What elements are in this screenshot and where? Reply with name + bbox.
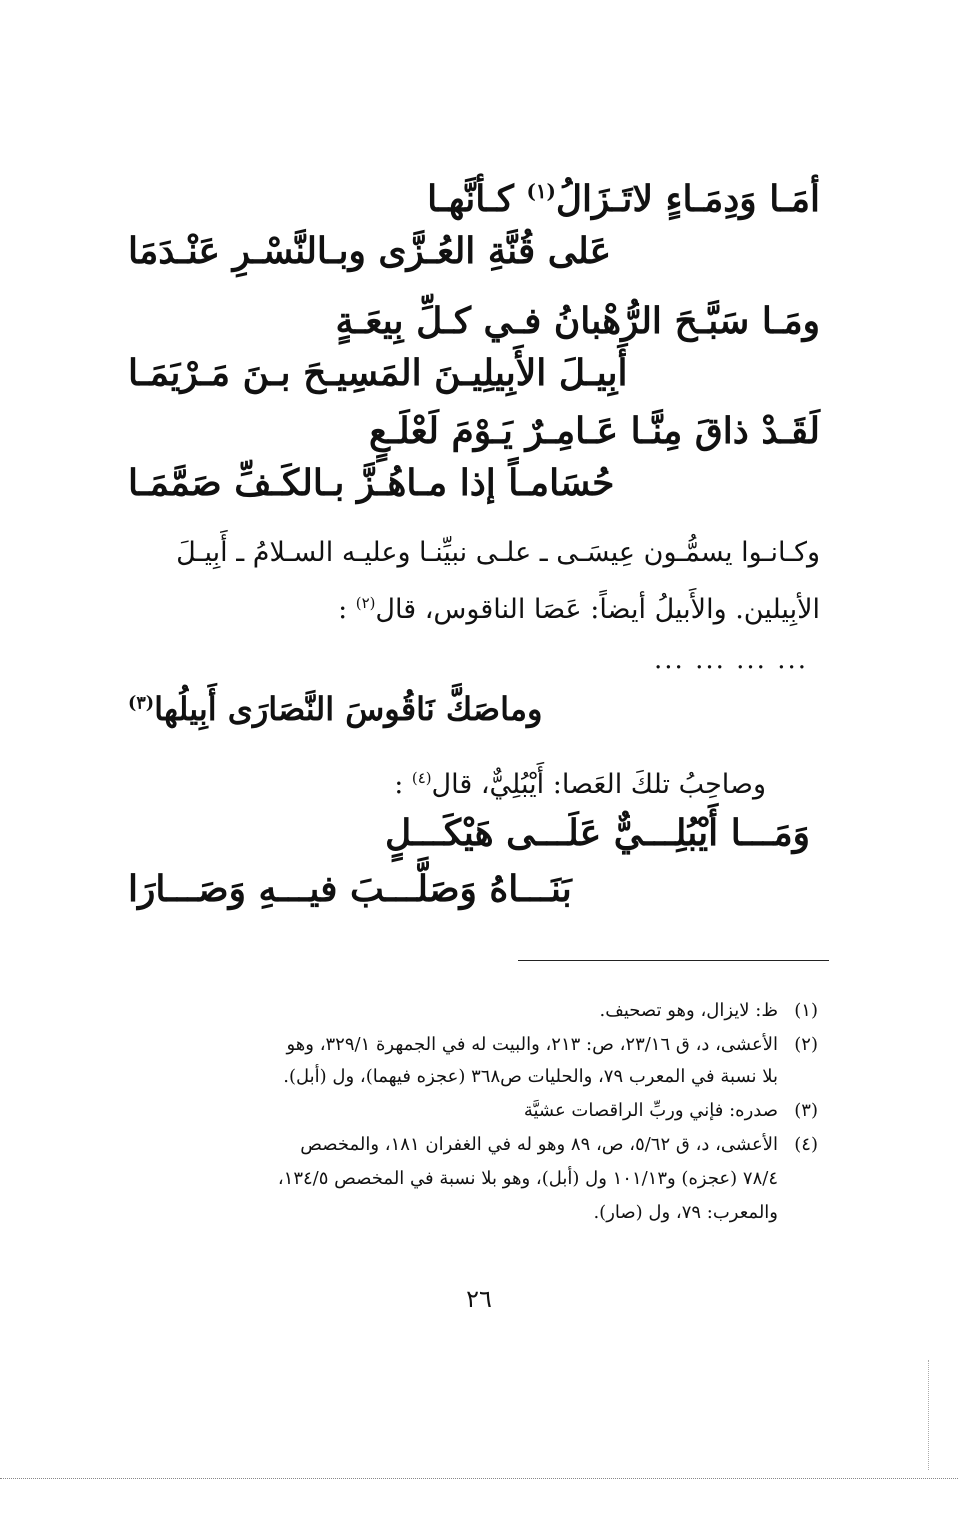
poem1-line1-text: أمَـا وَدِمَـاءٍ لاتَـزَالُ bbox=[555, 178, 820, 220]
prose2-end: : bbox=[394, 769, 404, 800]
footnote-2-number: (٢) bbox=[794, 1034, 818, 1055]
scan-edge-mark bbox=[928, 1360, 929, 1470]
footnote-ref-3: (٣) bbox=[128, 692, 155, 714]
prose1-line2 bbox=[338, 580, 820, 633]
verse2-text: وماصَكَّ نَاقُوسَ النَّصَارَى أَبِيلُها bbox=[154, 690, 543, 728]
footnote-2 bbox=[286, 1034, 818, 1055]
poem1-line6: حُسَامـاً إذا مـاهُـزَّ بـالكَـفِّ صَمَّمَـا bbox=[128, 462, 615, 504]
footnote-4-line1: الأعشى، د، ق ٥/٦٢، ص، ٨٩ وهو له في الغفران ١٨١، والمخصص bbox=[300, 1134, 778, 1155]
prose1-line1: وكـانـوا يسمُّـون عِيسَـى ـ علـى نبيِّنـا وعليـه السـلامُ ـ أَبِيـلَ bbox=[176, 537, 820, 568]
page-number: ٢٦ bbox=[466, 1285, 492, 1313]
poem1-line2: عَلى قُنَّةِ العُـزَّى وبـالنَّسْـرِ عَنْـدَمَا bbox=[128, 230, 612, 272]
footnote-3 bbox=[524, 1100, 818, 1121]
prose1-line2-end: : bbox=[338, 594, 348, 625]
footnote-2-line1: الأعشى، د، ق ٢٣/١٦، ص: ٢١٣، والبيت له في الجمهرة ٣٢٩/١، وهو bbox=[286, 1034, 778, 1055]
poem2-line2: بَنَـــاهُ وَصَلَّـــبَ فيـــهِ وَصَـــارَا bbox=[128, 868, 572, 910]
footnote-4-line3: والمعرب: ٧٩، ول (صار). bbox=[593, 1202, 778, 1223]
footnote-ref-2: (٢) bbox=[355, 594, 376, 612]
poem1-line5: لَقَـدْ ذاقَ مِنَّـا عَـامِـرٌ يَـوْمَ لَعْلَـعٍ bbox=[368, 410, 820, 452]
footnote-ref-1: (١) bbox=[526, 179, 556, 203]
poem2-line1: وَمَـــا أَيْبُلِـــيٌّ عَلَـــى هَيْكَـــلٍ bbox=[384, 812, 810, 854]
poem1-line1-end: كـأنَّهـا bbox=[427, 178, 514, 220]
prose2-line bbox=[394, 755, 766, 808]
footnote-4 bbox=[300, 1134, 818, 1155]
footnote-separator bbox=[518, 960, 829, 961]
prose1-line2-text: الأبِيلين. والأَبيلُ أيضاً: عَصَا الناقوس، قال bbox=[375, 594, 820, 625]
footnote-1-line1: ظ: لايزال، وهو تصحيف. bbox=[599, 1000, 778, 1021]
footnote-4-number: (٤) bbox=[794, 1134, 818, 1155]
poem1-line1 bbox=[427, 178, 820, 220]
footnote-2-line2: بلا نسبة في المعرب ٧٩، والحليات ص٣٦٨ (عجزه فيهما)، ول (أبل). bbox=[283, 1066, 778, 1087]
ellipsis: ... ... ... ... bbox=[654, 645, 808, 675]
scan-bottom-edge bbox=[0, 1478, 958, 1479]
footnote-1-number: (١) bbox=[794, 1000, 818, 1021]
poem1-line4: أَبِيـلَ الأَبِيلِيـنَ المَسِيـحَ بـنَ مَـرْيَمَـا bbox=[128, 352, 628, 394]
footnote-1 bbox=[600, 1000, 818, 1021]
poem1-line3: ومَـا سَبَّـحَ الرُّهْبانُ فـي كـلِّ بِيعَـةٍ bbox=[335, 300, 820, 342]
footnote-3-line1: صدره: فإني وربِّ الراقصات عشيَّة bbox=[523, 1100, 778, 1121]
prose2-text: وصاحِبُ تلكَ العَصا: أَيْبُلِيٌّ، قال bbox=[431, 769, 766, 800]
footnote-4-line2: ٧٨/٤ (عجزه) و١٠١/١٣ ول (أبل)، وهو بلا نسبة في المخصص ١٣٤/٥، bbox=[277, 1168, 778, 1189]
footnote-ref-4: (٤) bbox=[411, 769, 432, 787]
verse2-line bbox=[128, 690, 542, 728]
footnote-3-number: (٣) bbox=[794, 1100, 818, 1121]
